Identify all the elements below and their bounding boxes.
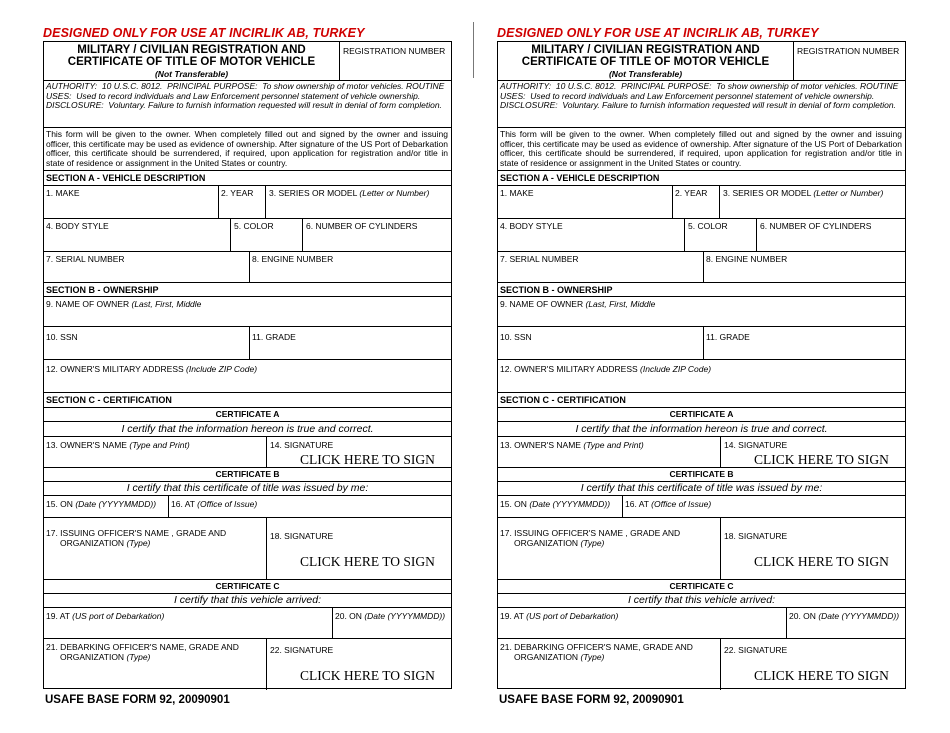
form-body	[43, 41, 452, 689]
disclosure-text: Voluntary. Failure to furnish information requested will result in denial of form completion.	[562, 100, 896, 110]
purpose-label: PRINCIPAL PURPOSE:	[167, 81, 258, 91]
title-line-2: CERTIFICATE OF TITLE OF MOTOR VEHICLE	[67, 56, 316, 68]
body-style-label: 4. BODY STYLE	[46, 221, 109, 231]
disclosure-label: DISCLOSURE:	[500, 100, 558, 110]
serial-number-label: 7. SERIAL NUMBER	[500, 254, 579, 264]
certificate-b-heading: CERTIFICATE B	[669, 469, 734, 479]
engine-number-label: 8. ENGINE NUMBER	[706, 254, 788, 264]
authority-text: 10 U.S.C. 8012.	[555, 81, 617, 91]
certificate-c-statement: I certify that this vehicle arrived:	[173, 594, 322, 606]
click-to-sign-22-button[interactable]: CLICK HERE TO SIGN	[754, 668, 889, 683]
form-copy-right	[497, 0, 907, 733]
debarking-officer-label: 21. DEBARKING OFFICER'S NAME, GRADE AND ORGANIZATION (Type)	[46, 642, 239, 662]
routine-uses-label: ROUTINE USES:	[46, 81, 445, 101]
make-label: 1. MAKE	[46, 188, 80, 198]
cylinders-label: 6. NUMBER OF CYLINDERS	[760, 221, 872, 231]
click-to-sign-22-button[interactable]: CLICK HERE TO SIGN	[300, 668, 435, 683]
title-line-1: MILITARY / CIVILIAN REGISTRATION AND	[531, 44, 760, 56]
debarking-officer-label: 21. DEBARKING OFFICER'S NAME, GRADE AND ORGANIZATION (Type)	[500, 642, 693, 662]
cylinders-label: 6. NUMBER OF CYLINDERS	[306, 221, 418, 231]
signature-14-label: 14. SIGNATURE	[270, 440, 334, 450]
registration-number-field[interactable]	[340, 56, 452, 80]
signature-22-label: 22. SIGNATURE	[270, 645, 334, 655]
year-label: 2. YEAR	[221, 188, 254, 198]
certificate-b-statement: I certify that this certificate of title was issued by me:	[580, 482, 823, 494]
office-of-issue-label: 16. AT (Office of Issue)	[625, 499, 712, 509]
certificate-a-heading: CERTIFICATE A	[215, 409, 280, 419]
privacy-statement	[46, 82, 448, 111]
authority-label: AUTHORITY:	[46, 81, 98, 91]
arrival-date-label: 20. ON (Date (YYYYMMDD))	[789, 611, 900, 621]
signature-18-label: 18. SIGNATURE	[270, 531, 334, 541]
issuing-officer-label: 17. ISSUING OFFICER'S NAME , GRADE AND ORGANIZATION (Type)	[500, 528, 681, 548]
signature-18-label: 18. SIGNATURE	[724, 531, 788, 541]
click-to-sign-14-button[interactable]: CLICK HERE TO SIGN	[754, 452, 889, 467]
routine-uses-text: Used to record individuals and Law Enforcement personnel statement of vehicle ownership.	[530, 90, 875, 101]
owner-name-label: 9. NAME OF OWNER (Last, First, Middle	[500, 299, 656, 309]
issue-date-label: 15. ON (Date (YYYYMMDD))	[46, 499, 157, 509]
form-copy-left	[43, 0, 453, 733]
registration-number-label: REGISTRATION NUMBER	[797, 46, 900, 56]
year-label: 2. YEAR	[675, 188, 708, 198]
disclosure-text: Voluntary. Failure to furnish information requested will result in denial of form completion.	[108, 100, 442, 110]
ssn-label: 10. SSN	[500, 332, 532, 342]
instructions-text: This form will be given to the owner. When completely filled out and signed by the owner and issuing officer, this certificate may be used as evidence of ownership. After signature of the US Port of Debarkation officer, this certificate should be surrendered, if required, upon application for registration and/or title in state of residence or assignment in the United States or country.	[500, 129, 902, 168]
instructions-text: This form will be given to the owner. When completely filled out and signed by the owner and issuing officer, this certificate may be used as evidence of ownership. After signature of the US Port of Debarkation officer, this certificate should be surrendered, if required, upon application for registration and/or title in state of residence or assignment in the United States or country.	[46, 129, 448, 168]
signature-22-label: 22. SIGNATURE	[724, 645, 788, 655]
routine-uses-label: ROUTINE USES:	[500, 81, 899, 101]
office-of-issue-label: 16. AT (Office of Issue)	[171, 499, 258, 509]
arrival-date-label: 20. ON (Date (YYYYMMDD))	[335, 611, 446, 621]
section-c-heading: SECTION C - CERTIFICATION	[46, 395, 172, 405]
title-line-1: MILITARY / CIVILIAN REGISTRATION AND	[77, 44, 306, 56]
certificate-a-heading: CERTIFICATE A	[669, 409, 734, 419]
military-address-label: 12. OWNER'S MILITARY ADDRESS (Include ZIP Code)	[500, 364, 712, 374]
page-divider	[473, 22, 474, 78]
authority-label: AUTHORITY:	[500, 81, 552, 91]
purpose-text: To show ownership of motor vehicles.	[262, 81, 404, 91]
click-to-sign-18-button[interactable]: CLICK HERE TO SIGN	[300, 554, 435, 569]
military-address-label: 12. OWNER'S MILITARY ADDRESS (Include ZIP Code)	[46, 364, 258, 374]
disclosure-label: DISCLOSURE:	[46, 100, 104, 110]
issue-date-label: 15. ON (Date (YYYYMMDD))	[500, 499, 611, 509]
certificate-c-heading: CERTIFICATE C	[669, 581, 734, 591]
form-subtitle: (Not Transferable)	[608, 69, 683, 79]
authority-text: 10 U.S.C. 8012.	[101, 81, 163, 91]
grade-label: 11. GRADE	[252, 332, 296, 342]
click-to-sign-18-button[interactable]: CLICK HERE TO SIGN	[754, 554, 889, 569]
section-c-heading: SECTION C - CERTIFICATION	[500, 395, 626, 405]
owner-print-name-label: 13. OWNER'S NAME (Type and Print)	[500, 440, 644, 450]
privacy-statement	[500, 82, 902, 111]
issuing-officer-field[interactable]	[44, 517, 266, 579]
banner: DESIGNED ONLY FOR USE AT INCIRLIK AB, TURKEY	[497, 26, 819, 40]
ssn-field[interactable]	[44, 326, 249, 359]
banner: DESIGNED ONLY FOR USE AT INCIRLIK AB, TURKEY	[43, 26, 365, 40]
section-b-heading: SECTION B - OWNERSHIP	[46, 285, 159, 295]
grade-field[interactable]	[704, 326, 907, 359]
ssn-field[interactable]	[498, 326, 703, 359]
issuing-officer-field[interactable]	[498, 517, 720, 579]
debarkation-port-label: 19. AT (US port of Debarkation)	[500, 611, 619, 621]
section-b-heading: SECTION B - OWNERSHIP	[500, 285, 613, 295]
certificate-b-statement: I certify that this certificate of title was issued by me:	[126, 482, 369, 494]
form-body	[497, 41, 906, 689]
grade-label: 11. GRADE	[706, 332, 750, 342]
form-footer: USAFE BASE FORM 92, 20090901	[499, 694, 684, 706]
grade-field[interactable]	[250, 326, 453, 359]
form-title	[498, 44, 793, 68]
serial-number-label: 7. SERIAL NUMBER	[46, 254, 125, 264]
body-style-label: 4. BODY STYLE	[500, 221, 563, 231]
registration-number-field[interactable]	[794, 56, 906, 80]
color-label: 5. COLOR	[688, 221, 728, 231]
form-title	[44, 44, 339, 68]
series-label: 3. SERIES OR MODEL (Letter or Number)	[269, 188, 430, 198]
certificate-c-heading: CERTIFICATE C	[215, 581, 280, 591]
certificate-a-statement: I certify that the information hereon is true and correct.	[575, 423, 828, 435]
purpose-label: PRINCIPAL PURPOSE:	[621, 81, 712, 91]
signature-14-label: 14. SIGNATURE	[724, 440, 788, 450]
color-label: 5. COLOR	[234, 221, 274, 231]
registration-number-label: REGISTRATION NUMBER	[343, 46, 446, 56]
routine-uses-text: Used to record individuals and Law Enforcement personnel statement of vehicle ownership.	[76, 90, 421, 101]
section-a-heading: SECTION A - VEHICLE DESCRIPTION	[500, 173, 660, 183]
section-a-heading: SECTION A - VEHICLE DESCRIPTION	[46, 173, 206, 183]
title-line-2: CERTIFICATE OF TITLE OF MOTOR VEHICLE	[521, 56, 770, 68]
owner-name-label: 9. NAME OF OWNER (Last, First, Middle	[46, 299, 202, 309]
issuing-officer-label: 17. ISSUING OFFICER'S NAME , GRADE AND ORGANIZATION (Type)	[46, 528, 227, 548]
form-footer: USAFE BASE FORM 92, 20090901	[45, 694, 230, 706]
ssn-label: 10. SSN	[46, 332, 78, 342]
click-to-sign-14-button[interactable]: CLICK HERE TO SIGN	[300, 452, 435, 467]
purpose-text: To show ownership of motor vehicles.	[716, 81, 858, 91]
form-subtitle: (Not Transferable)	[154, 69, 229, 79]
owner-print-name-label: 13. OWNER'S NAME (Type and Print)	[46, 440, 190, 450]
certificate-c-statement: I certify that this vehicle arrived:	[627, 594, 776, 606]
series-label: 3. SERIES OR MODEL (Letter or Number)	[723, 188, 884, 198]
certificate-a-statement: I certify that the information hereon is true and correct.	[121, 423, 374, 435]
engine-number-label: 8. ENGINE NUMBER	[252, 254, 334, 264]
certificate-b-heading: CERTIFICATE B	[215, 469, 280, 479]
make-label: 1. MAKE	[500, 188, 534, 198]
debarkation-port-label: 19. AT (US port of Debarkation)	[46, 611, 165, 621]
